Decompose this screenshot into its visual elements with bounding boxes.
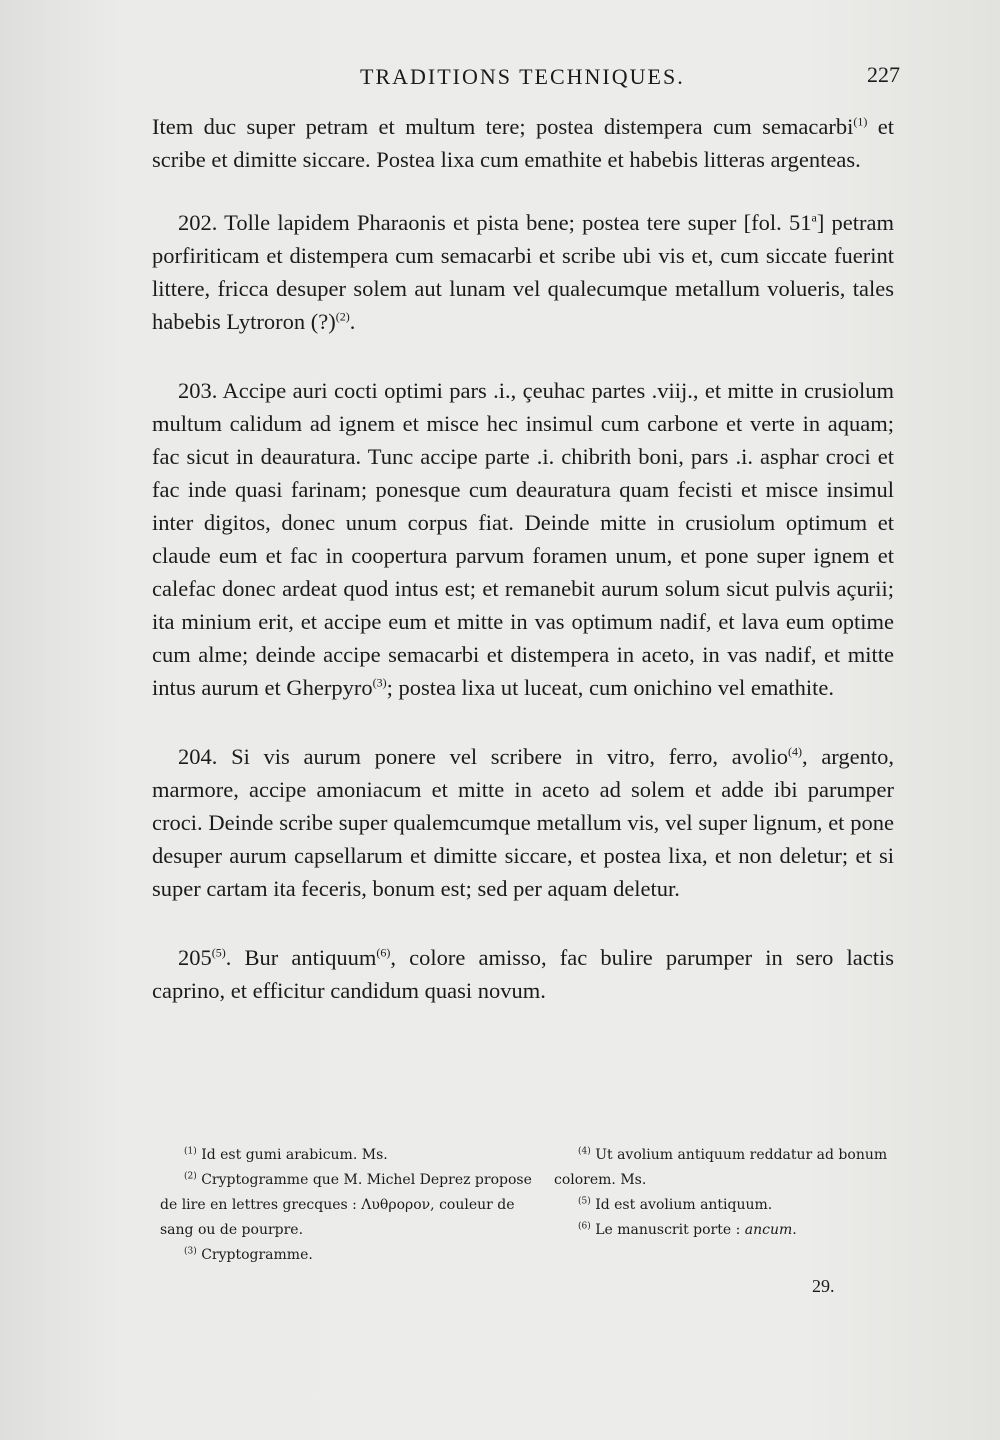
text-run: ; postea lixa ut luceat, cum onichino vel emathite. <box>386 675 834 700</box>
footnote <box>160 1143 532 1168</box>
text-run: , colore amisso, fac bulire parumper in sero lactis caprino, et efficitur candidum quasi novum. <box>152 945 894 1003</box>
footnote-mark: (3) <box>184 1246 197 1257</box>
footnote-ref: a <box>811 210 817 225</box>
footnote-text-end: . <box>792 1222 797 1238</box>
footnote-text: Id est gumi arabicum. Ms. <box>196 1147 388 1163</box>
footnote <box>554 1143 910 1193</box>
footnote-ref: (2) <box>335 309 350 324</box>
running-head <box>150 58 900 92</box>
footnote <box>160 1168 532 1243</box>
footnote <box>554 1218 910 1243</box>
footnote-ref: (4) <box>788 744 802 759</box>
signature-mark: 29. <box>812 1276 835 1296</box>
paragraph-number: 203. <box>178 378 218 403</box>
paragraph-205 <box>152 941 894 1007</box>
text-run: Item duc super petram et multum tere; postea distempera cum semacarbi <box>152 114 854 139</box>
footnote-mark: (1) <box>184 1146 197 1157</box>
paragraph-continuation <box>152 110 894 176</box>
footnote-ref: (1) <box>853 114 868 129</box>
paragraph-204 <box>152 740 894 905</box>
paragraph-number: 204. <box>178 744 218 769</box>
footnote-text: Le manuscrit porte : <box>590 1222 745 1238</box>
text-run: ] petram porfiriticam et distempera cum semacarbi et scribe ubi vis et, cum siccate fuerint littere, fricca desuper solem aut lunam vel qualecumque metallum volueris, tales habebis Lytroron (?) <box>152 210 894 334</box>
footnote-text: Id est avolium antiquum. <box>590 1197 773 1213</box>
footnote-text: Cryptogramme que M. Michel Deprez propose de lire en lettres grecques : Λυθρορον, couleur de sang ou de pourpre. <box>160 1172 532 1238</box>
text-run: Tolle lapidem Pharaonis et pista bene; postea tere super [fol. 51 <box>217 210 812 235</box>
footnote-mark: (4) <box>578 1146 591 1157</box>
page-number: 227 <box>867 62 900 87</box>
footnote <box>554 1193 910 1218</box>
paragraph-202 <box>152 206 894 338</box>
text-run: . Bur antiquum <box>225 945 377 970</box>
text-run: . <box>349 309 356 334</box>
body-text <box>152 110 894 1043</box>
text-run: , argento, marmore, accipe amoniacum et mitte in aceto ad solem et adde ibi parumper croci. Deinde scribe super qualemcumque metallum vis, vel super lignum, et pone desuper aurum capsellarum et dimitte siccare, et postea lixa, et non deletur; et si super cartam ita feceris, bonum est; sed per aquam deletur. <box>152 744 895 901</box>
footnote-ref: (6) <box>376 945 391 960</box>
footnotes-left-column <box>160 1143 532 1268</box>
paragraph-203 <box>152 374 894 704</box>
text-run: et scribe et dimitte siccare. Postea lixa cum emathite et habebis litteras argenteas. <box>152 114 894 172</box>
footnote-text: Cryptogramme. <box>196 1247 313 1263</box>
footnote-text: Ut avolium antiquum reddatur ad bonum colorem. Ms. <box>554 1147 888 1188</box>
footnote-mark: (2) <box>184 1171 197 1182</box>
footnote-mark: (6) <box>578 1221 591 1232</box>
paragraph-number: 202. <box>178 210 218 235</box>
footnote-ref: (5) <box>211 945 226 960</box>
text-run: Accipe auri cocti optimi pars .i., çeuhac partes .viij., et mitte in crusiolum multum calidum ad ignem et misce hec insimul cum carbone et verte in aquam; fac sicut in deauratura. Tunc accipe parte .i. chibrith boni, pars .i. asphar croci et fac inde quasi farinam; ponesque cum deauratura quam fecisti et misce insimul inter digitos, donec unum corpus fiat. Deinde mitte in crusiolum optimum et claude eum et fac in coopertura parvum foramen unum, et pone super ignem et calefac donec ardeat quod intus est; et remanebit aurum solum sicut pulvis açurii; ita minium erit, et accipe eum et mitte in vas optimum nadif, et lava eum optime cum alme; deinde accipe semacarbi et distempera in aceto, in vas nadif, et mitte intus aurum et Gherpyro <box>152 378 894 700</box>
footnotes-right-column <box>554 1143 910 1243</box>
text-run: Si vis aurum ponere vel scribere in vitro, ferro, avolio <box>217 744 788 769</box>
footnote <box>160 1243 532 1268</box>
footnote-mark: (5) <box>578 1196 591 1207</box>
paragraph-number: 205 <box>178 945 212 970</box>
footnote-ref: (3) <box>372 675 387 690</box>
footnote-emphasis: ancum <box>744 1222 793 1238</box>
running-title: TRADITIONS TECHNIQUES. <box>360 64 685 89</box>
